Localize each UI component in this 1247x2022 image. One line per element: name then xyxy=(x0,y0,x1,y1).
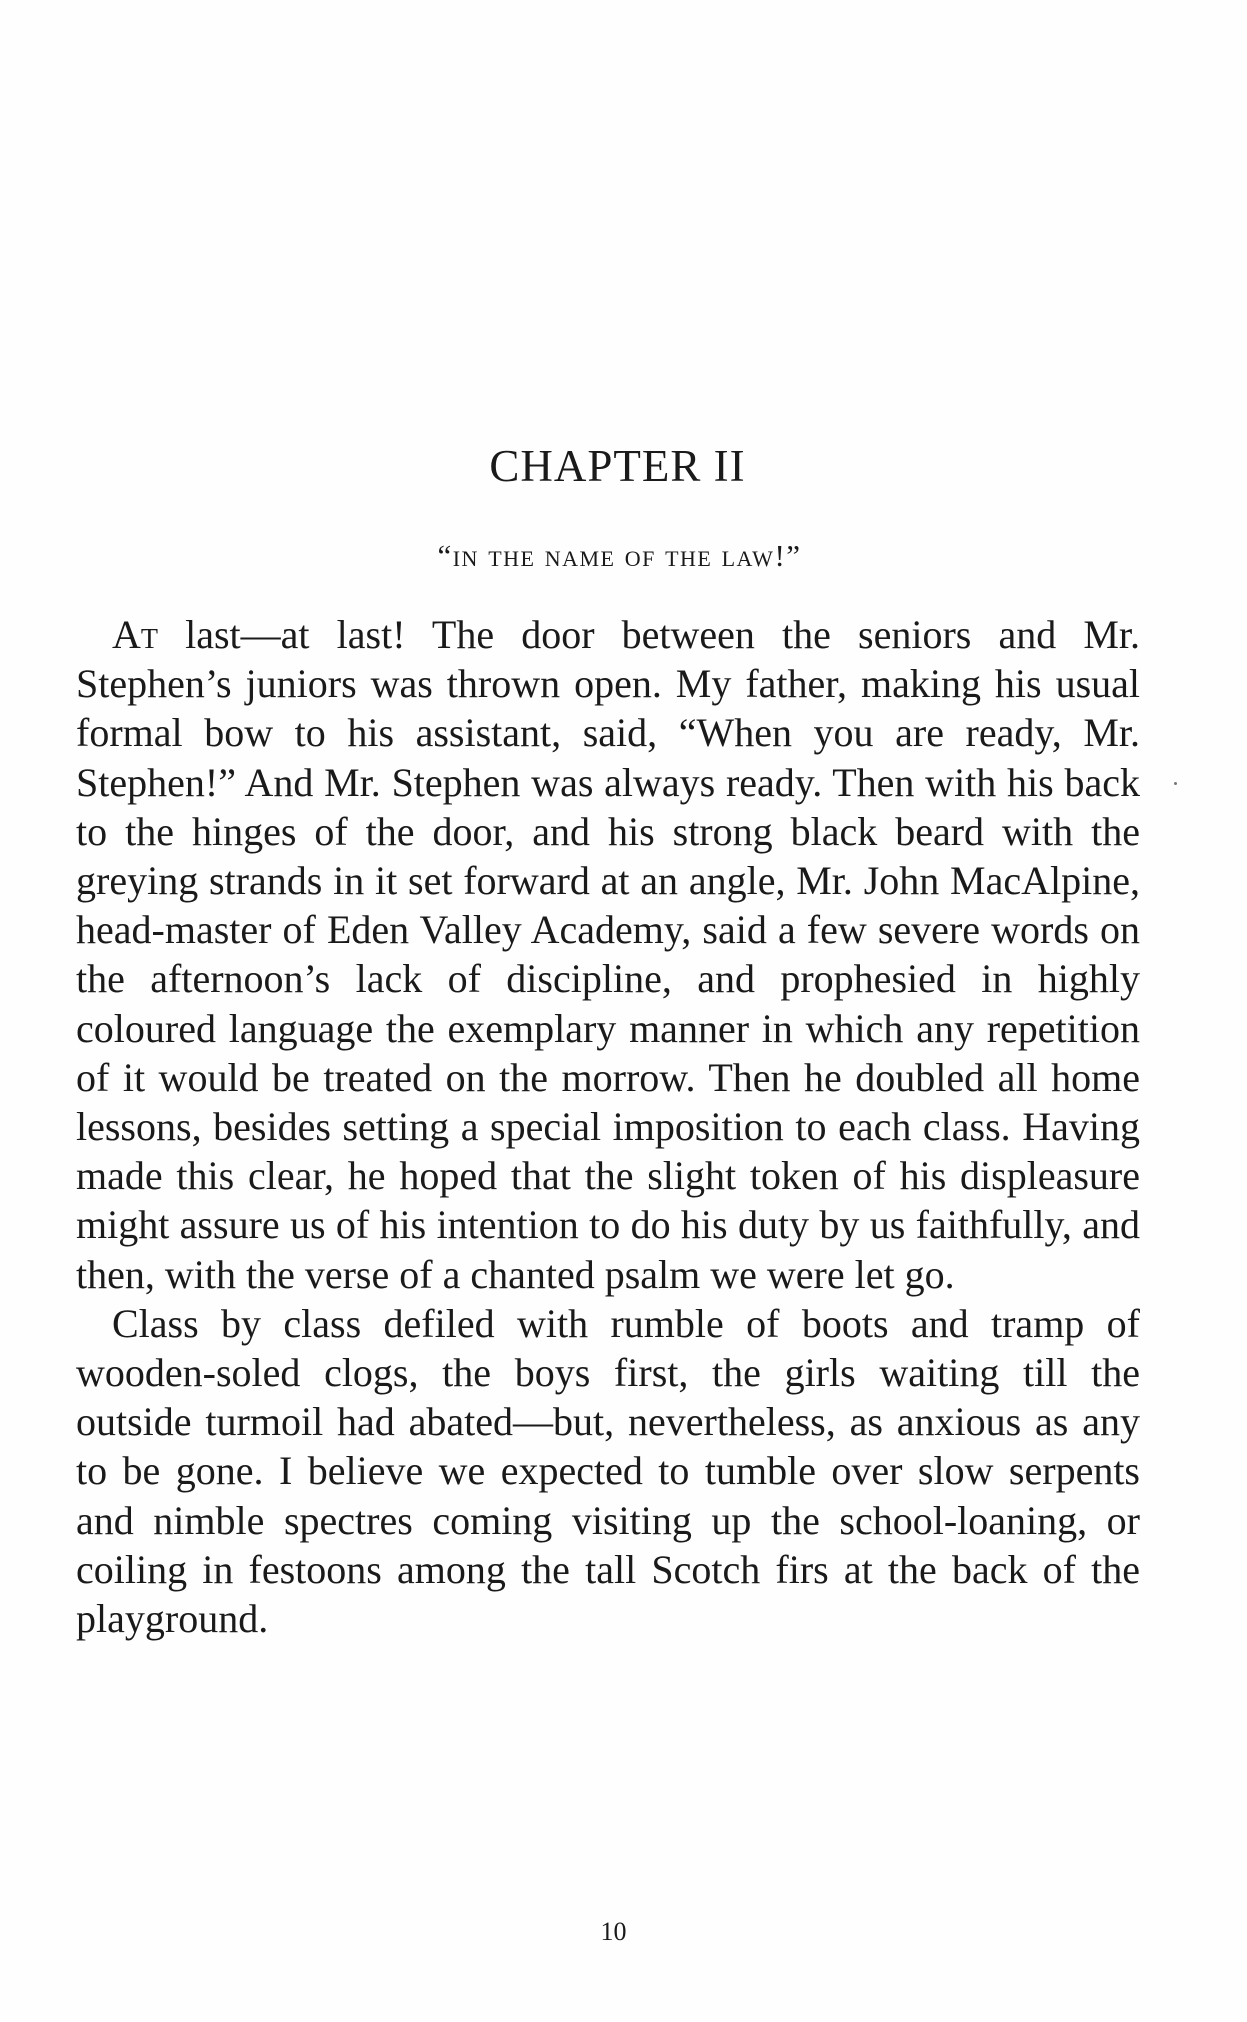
paragraph-1 xyxy=(76,610,1140,1299)
page-number: 10 xyxy=(600,1917,627,1946)
chapter-subtitle: “in the name of the law!” xyxy=(437,538,802,573)
chapter-title: CHAPTER II xyxy=(489,441,746,491)
paragraph-lead-word: At xyxy=(112,612,158,657)
paper-speck xyxy=(1174,782,1177,785)
body-text xyxy=(76,610,1140,1643)
paragraph-2 xyxy=(76,1299,1140,1643)
paragraph-text: last—at last! The door between the seniors and Mr. Stephen’s juniors was thrown open. My father, making his usual formal bow to his assistant, said, “When you are ready, Mr. Stephen!” And Mr. Stephen was always ready. Then with his back to the hinges of the door, and his strong black beard with the greying strands in it set forward at an angle, Mr. John MacAlpine, head-master of Eden Valley Academy, said a few severe words on the afternoon’s lack of discipline, and prophesied in highly coloured language the exemplary manner in which any repetition of it would be treated on the morrow. Then he doubled all home lessons, besides setting a special imposition to each class. Having made this clear, he hoped that the slight token of his displeasure might assure us of his intention to do his duty by us faithfully, and then, with the verse of a chanted psalm we were let go. xyxy=(76,612,1140,1297)
paragraph-text: Class by class defiled with rumble of boots and tramp of wooden-soled clogs, the boys first, the girls waiting till the outside turmoil had abated—but, nevertheless, as anxious as any to be gone. I believe we expected to tumble over slow serpents and nimble spectres coming visiting up the school-loaning, or coiling in festoons among the tall Scotch firs at the back of the playground. xyxy=(76,1300,1140,1642)
